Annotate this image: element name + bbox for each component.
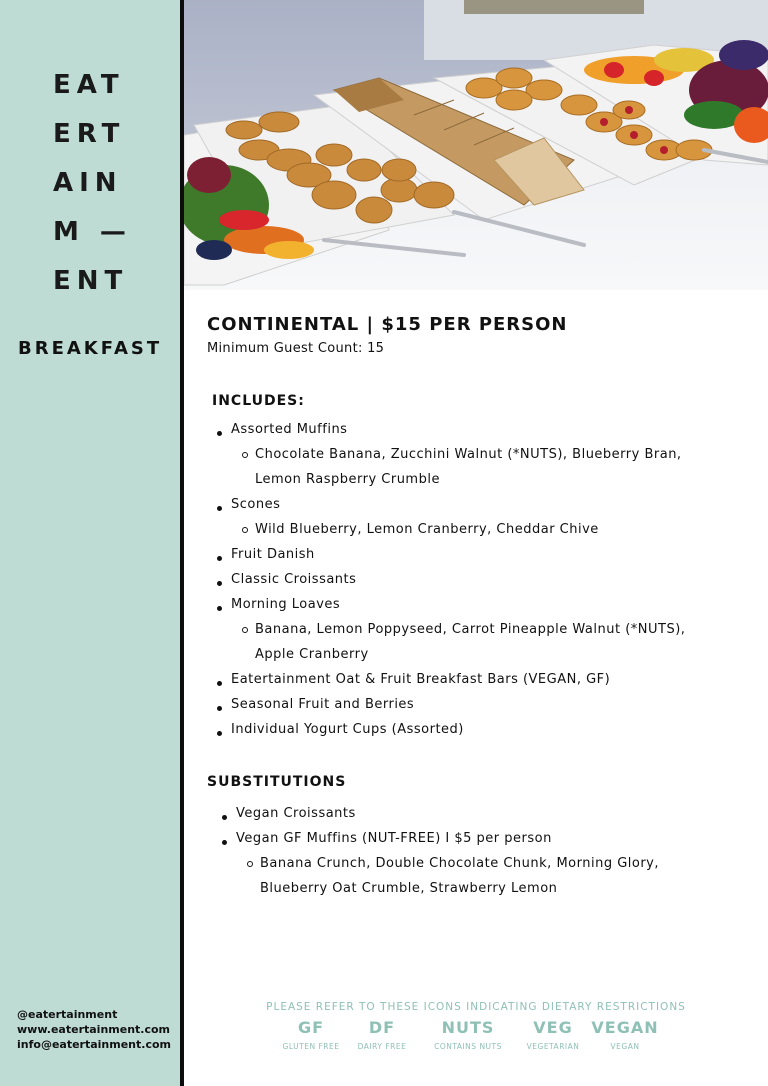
includes-heading: INCLUDES: — [212, 393, 305, 409]
section-label: BREAKFAST — [18, 338, 163, 359]
substitutions-heading: SUBSTITUTIONS — [207, 774, 347, 790]
logo-line: ERT — [53, 119, 126, 149]
min-guest-count: Minimum Guest Count: 15 — [207, 341, 385, 356]
bullet — [217, 731, 222, 736]
icon-code: NUTS — [441, 1018, 495, 1037]
sub-bullet — [247, 861, 253, 867]
email-link[interactable]: info@eatertainment.com — [17, 1038, 171, 1051]
list-subitem-cont: Lemon Raspberry Crumble — [255, 472, 440, 487]
bullet — [217, 581, 222, 586]
brand-sidebar — [0, 0, 180, 1086]
list-subitem: Banana Crunch, Double Chocolate Chunk, Morning Glory, — [260, 856, 660, 871]
bullet — [217, 606, 222, 611]
list-subitem-cont: Apple Cranberry — [255, 647, 369, 662]
list-subitem: Wild Blueberry, Lemon Cranberry, Cheddar Chive — [255, 522, 599, 537]
bullet — [217, 706, 222, 711]
contact-info — [17, 1007, 171, 1052]
icon-label: CONTAINS NUTS — [434, 1042, 502, 1051]
icon-label: VEGAN — [610, 1042, 640, 1051]
list-subitem-cont: Blueberry Oat Crumble, Strawberry Lemon — [260, 881, 558, 896]
hero-photo — [184, 0, 768, 290]
sub-bullet — [242, 527, 248, 533]
menu-title: CONTINENTAL | $15 PER PERSON — [207, 314, 568, 335]
bullet — [222, 840, 227, 845]
icon-label: VEGETARIAN — [526, 1042, 580, 1051]
icon-code: VEGAN — [591, 1018, 659, 1037]
icon-code: DF — [368, 1018, 396, 1037]
logo-line: AIN — [53, 168, 123, 198]
logo-line: M — — [53, 217, 132, 247]
sub-bullet — [242, 452, 248, 458]
list-item: Eatertainment Oat & Fruit Breakfast Bars (VEGAN, GF) — [231, 672, 611, 687]
menu-content — [184, 290, 768, 1086]
icon-code: VEG — [533, 1018, 573, 1037]
logo-line: EAT — [53, 70, 125, 100]
bullet — [217, 556, 222, 561]
list-item: Seasonal Fruit and Berries — [231, 697, 415, 712]
list-item: Vegan GF Muffins (NUT-FREE) I $5 per person — [236, 831, 552, 846]
bullet — [217, 506, 222, 511]
list-item: Morning Loaves — [231, 597, 341, 612]
list-subitem: Chocolate Banana, Zucchini Walnut (*NUTS), Blueberry Bran, — [255, 447, 682, 462]
bullet — [217, 681, 222, 686]
list-item: Vegan Croissants — [236, 806, 356, 821]
social-handle[interactable]: @eatertainment — [17, 1008, 118, 1021]
icon-label: GLUTEN FREE — [282, 1042, 340, 1051]
bullet — [217, 431, 222, 436]
icon-code: GF — [297, 1018, 325, 1037]
icon-label: DAIRY FREE — [357, 1042, 407, 1051]
list-item: Fruit Danish — [231, 547, 315, 562]
list-subitem: Banana, Lemon Poppyseed, Carrot Pineapple Walnut (*NUTS), — [255, 622, 686, 637]
website-link[interactable]: www.eatertainment.com — [17, 1023, 171, 1036]
breakfast-buffet-illustration — [184, 0, 768, 290]
list-item: Classic Croissants — [231, 572, 357, 587]
bullet — [222, 815, 227, 820]
sub-bullet — [242, 627, 248, 633]
list-item: Individual Yogurt Cups (Assorted) — [231, 722, 464, 737]
list-item: Scones — [231, 497, 281, 512]
list-item: Assorted Muffins — [231, 422, 348, 437]
logo-line: ENT — [53, 266, 129, 296]
vegan-icon — [570, 1018, 680, 1051]
dietary-legend-title: PLEASE REFER TO THESE ICONS INDICATING DIETARY RESTRICTIONS — [266, 1001, 686, 1013]
